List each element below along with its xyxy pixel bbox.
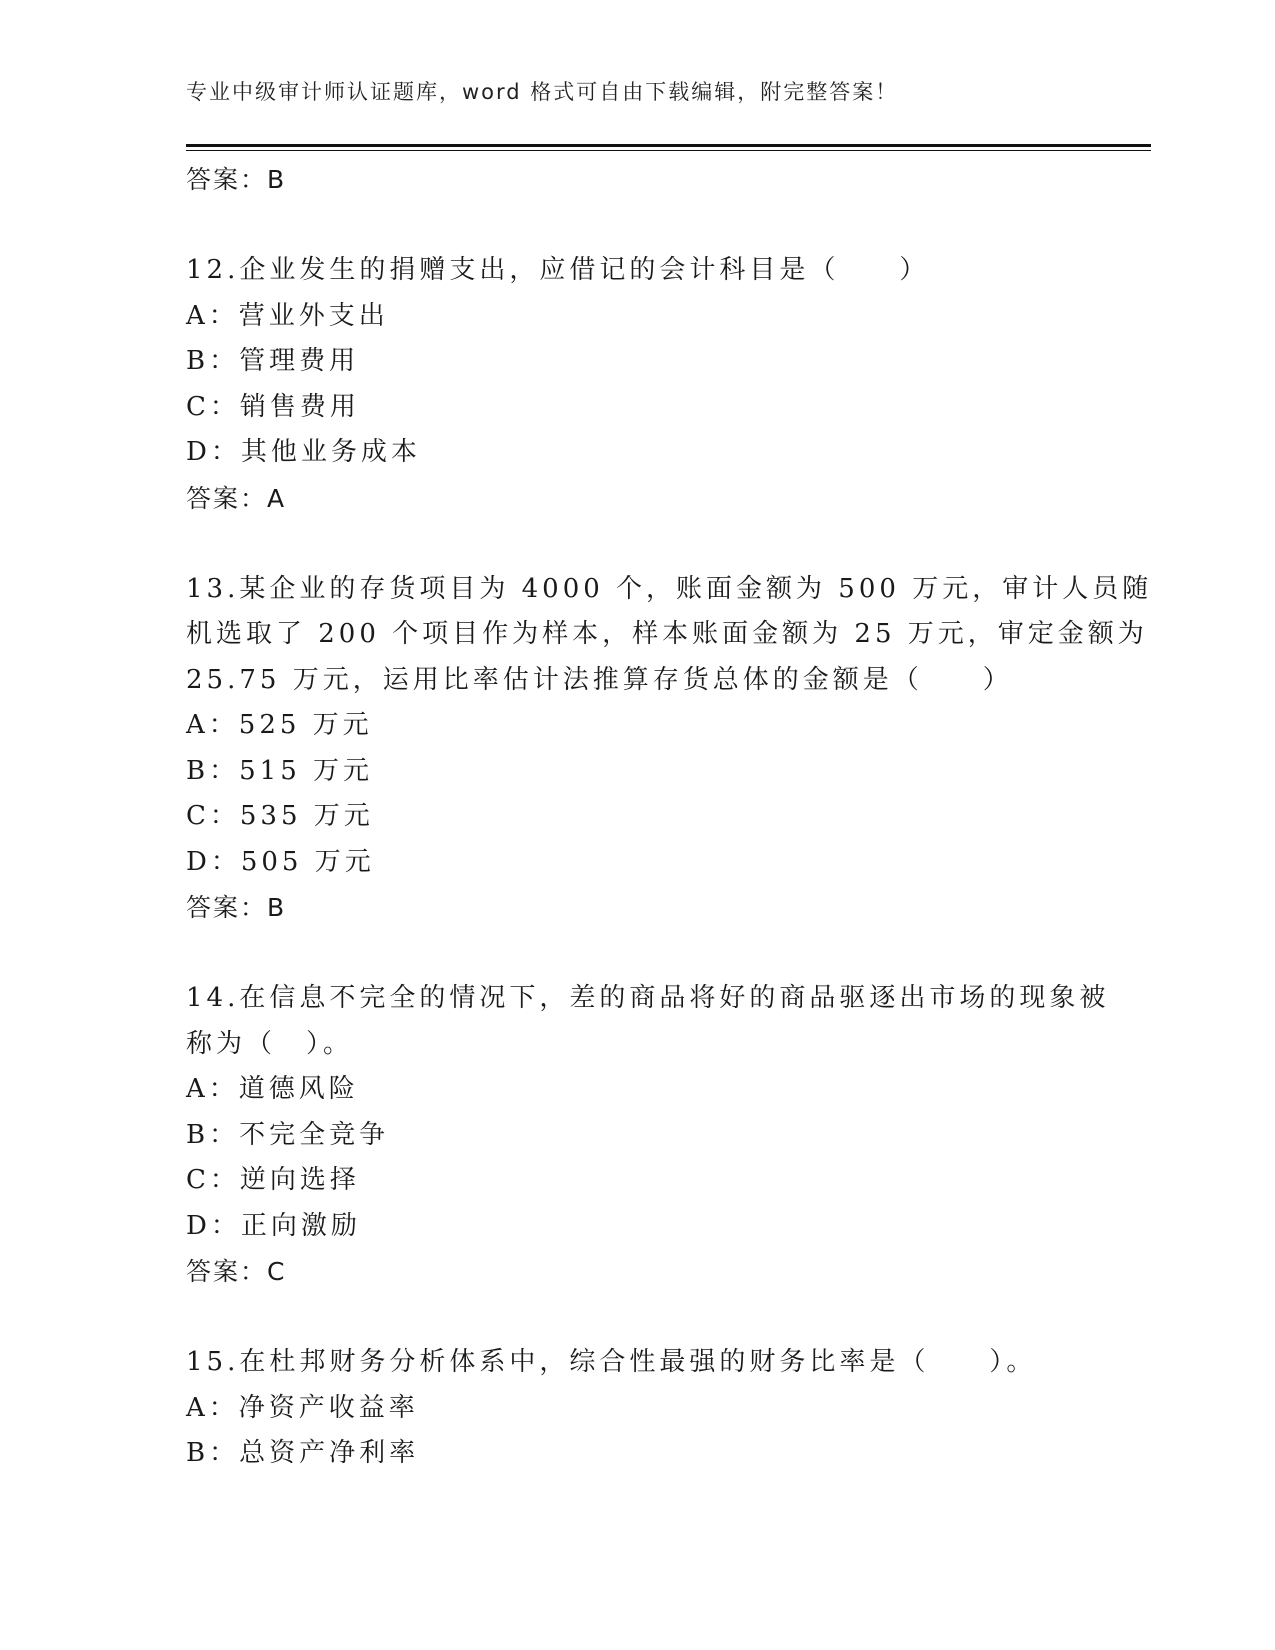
option-d: D：505 万元 [186, 846, 375, 877]
answer: 答案：A [186, 483, 287, 513]
spacer [186, 521, 1086, 567]
answer: 答案：C [186, 1257, 287, 1286]
option-b: B：515 万元 [186, 755, 373, 786]
question-stem: 15.在杜邦财务分析体系中，综合性最强的财务比率是（ ）。 [186, 1347, 1037, 1377]
question-12 [186, 248, 1086, 521]
spacer [186, 203, 1086, 249]
question-stem: 13.某企业的存货项目为 4000 个，账面金额为 500 万元，审计人员随 [186, 573, 1153, 604]
option-c: C：销售费用 [186, 391, 360, 422]
option-a: A：营业外支出 [186, 300, 389, 331]
option-a: A：525 万元 [186, 710, 373, 740]
spacer [186, 931, 1086, 977]
option-a: A：净资产收益率 [186, 1392, 419, 1423]
answer-11: 答案：B [186, 165, 287, 194]
question-stem: 14.在信息不完全的情况下，差的商品将好的商品驱逐出市场的现象被 [186, 983, 1110, 1013]
option-b: B：管理费用 [186, 346, 360, 376]
option-b: B：不完全竞争 [186, 1119, 390, 1150]
option-a: A：道德风险 [186, 1074, 359, 1104]
option-d: D：正向激励 [186, 1210, 361, 1241]
answer: 答案：B [186, 893, 287, 922]
question-stem: 称为（ ）。 [186, 1028, 354, 1059]
option-c: C：535 万元 [186, 801, 374, 831]
question-stem: 25.75 万元，运用比率估计法推算存货总体的金额是（ ） [186, 664, 1013, 695]
question-list [186, 157, 1153, 1477]
option-c: C：逆向选择 [186, 1165, 360, 1195]
question-13 [186, 567, 1153, 931]
question-14 [186, 976, 1110, 1295]
question-stem: 12.企业发生的捐赠支出，应借记的会计科目是（ ） [186, 255, 930, 285]
header-divider-thin [186, 150, 1151, 151]
header-divider-thick [186, 144, 1151, 147]
option-b: B：总资产净利率 [186, 1438, 420, 1468]
question-stem: 机选取了 200 个项目作为样本，样本账面金额为 25 万元，审定金额为 [186, 619, 1148, 649]
page-header: 专业中级审计师认证题库，word 格式可自由下载编辑，附完整答案！ [186, 80, 899, 104]
spacer [186, 1295, 1086, 1341]
option-d: D：其他业务成本 [186, 437, 421, 467]
question-15 [186, 1340, 1086, 1477]
